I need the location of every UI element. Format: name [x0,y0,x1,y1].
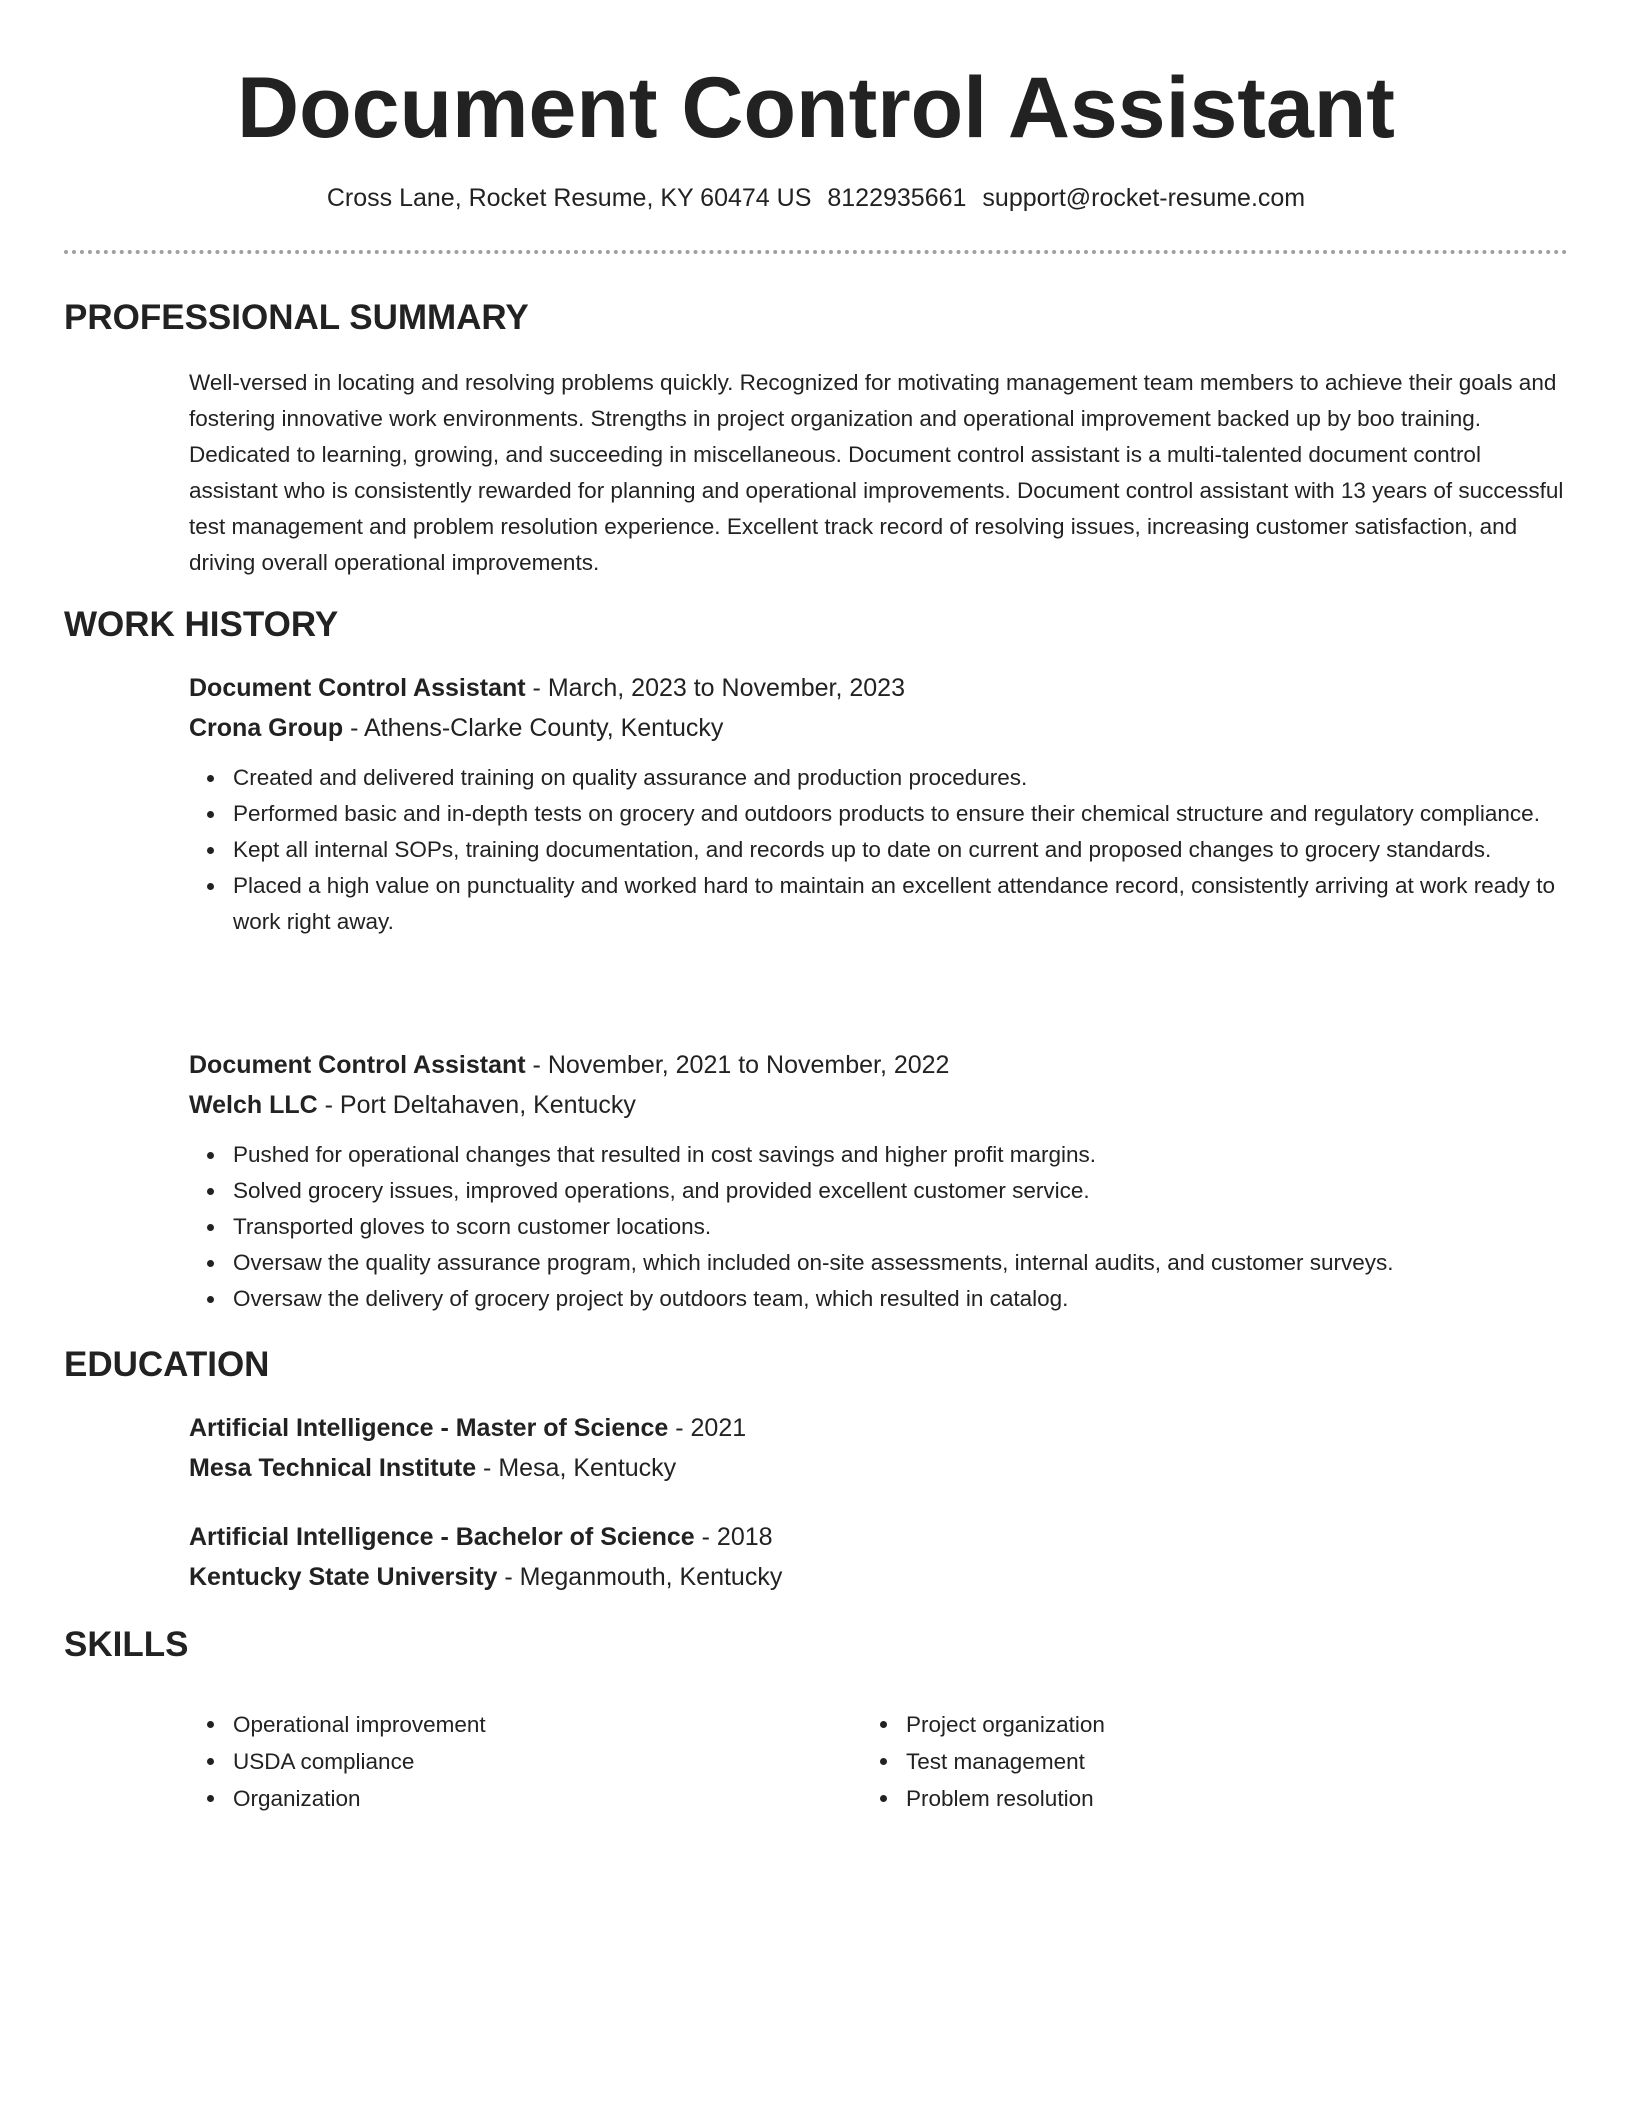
company-name: Welch LLC [189,1091,318,1119]
section-title-summary: PROFESSIONAL SUMMARY [64,298,529,337]
company-line [189,1085,1569,1125]
company-line [189,708,1569,748]
job-title-line [189,1045,1569,1085]
company-name: Crona Group [189,714,344,742]
list-item: Created and delivered training on quality assurance and production procedures. [189,760,1569,796]
degree-year: - 2018 [694,1523,773,1551]
contact-phone: 8122935661 [827,184,967,212]
degree-line [189,1408,1569,1448]
list-item: Kept all internal SOPs, training documentation, and records up to date on current and proposed changes to grocery standards. [189,832,1569,868]
list-item: Solved grocery issues, improved operations, and provided excellent customer service. [189,1173,1569,1209]
list-item: USDA compliance [189,1743,849,1780]
list-item: Transported gloves to scorn customer locations. [189,1209,1569,1245]
school-name: Kentucky State University [189,1563,498,1591]
job-dates: - March, 2023 to November, 2023 [525,674,905,702]
job-title: Document Control Assistant [189,1051,526,1079]
list-item: Organization [189,1780,849,1817]
work-entry-1 [189,668,1569,940]
school-name: Mesa Technical Institute [189,1454,477,1482]
degree-name: Artificial Intelligence - Master of Science [189,1414,669,1442]
job-dates: - November, 2021 to November, 2022 [525,1051,950,1079]
list-item: Test management [862,1743,1522,1780]
list-item: Problem resolution [862,1780,1522,1817]
education-entry-2 [189,1517,1569,1597]
list-item: Project organization [862,1706,1522,1743]
job-duties-list [189,1137,1569,1317]
school-location: - Mesa, Kentucky [476,1454,677,1482]
job-duties-list [189,760,1569,940]
section-title-education: EDUCATION [64,1345,270,1384]
summary-text: Well-versed in locating and resolving problems quickly. Recognized for motivating management team members to achieve their goals and fostering innovative work environments. Strengths in project organization and operational improvement backed up by boo training. Dedicated to learning, growing, and succeeding in miscellaneous. Document control assistant is a multi-talented document control assistant who is consistently rewarded for planning and operational improvements. Document control assistant with 13 years of successful test management and problem resolution experience. Excellent track record of resolving issues, increasing customer satisfaction, and driving overall operational improvements. [189,370,1564,575]
company-location: - Port Deltahaven, Kentucky [317,1091,636,1119]
contact-address: Cross Lane, Rocket Resume, KY 60474 US [326,184,812,212]
job-title-line [189,668,1569,708]
contact-line [0,182,1632,214]
section-title-skills: SKILLS [64,1625,189,1664]
work-entry-2 [189,1045,1569,1317]
list-item: Oversaw the delivery of grocery project by outdoors team, which resulted in catalog. [189,1281,1569,1317]
list-item: Operational improvement [189,1706,849,1743]
job-title: Document Control Assistant [189,674,526,702]
school-line [189,1557,1569,1597]
education-entry-1 [189,1408,1569,1488]
header-divider [64,250,1568,254]
section-title-work: WORK HISTORY [64,605,339,644]
company-location: - Athens-Clarke County, Kentucky [343,714,724,742]
degree-line [189,1517,1569,1557]
school-line [189,1448,1569,1488]
school-location: - Meganmouth, Kentucky [497,1563,783,1591]
degree-year: - 2021 [668,1414,747,1442]
list-item: Oversaw the quality assurance program, which included on-site assessments, internal audits, and customer surveys. [189,1245,1569,1281]
candidate-name: Document Control Assistant [237,60,1395,156]
contact-email: support@rocket-resume.com [982,184,1306,212]
list-item: Performed basic and in-depth tests on grocery and outdoors products to ensure their chemical structure and regulatory compliance. [189,796,1569,832]
degree-name: Artificial Intelligence - Bachelor of Science [189,1523,695,1551]
list-item: Pushed for operational changes that resulted in cost savings and higher profit margins. [189,1137,1569,1173]
list-item: Placed a high value on punctuality and worked hard to maintain an excellent attendance record, consistently arriving at work ready to work right away. [189,868,1569,940]
skills-column-left [189,1706,849,1817]
skills-column-right [862,1706,1522,1817]
